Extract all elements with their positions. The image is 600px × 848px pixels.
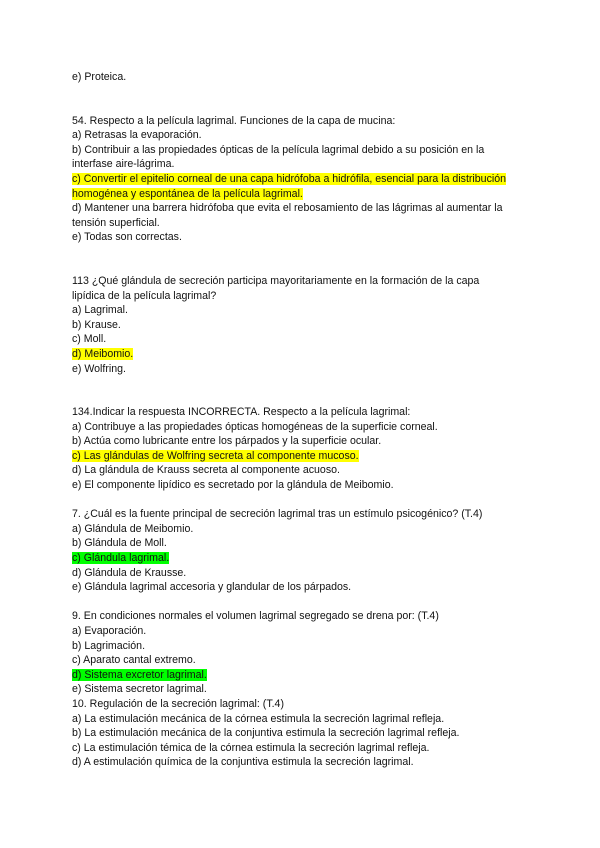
option-a: a) Lagrimal. <box>72 304 128 317</box>
option-c: c) Moll. <box>72 333 107 346</box>
question-54 <box>72 114 532 245</box>
question-text: 134.Indicar la respuesta INCORRECTA. Respecto a la película lagrimal: <box>72 406 411 419</box>
option-d-highlighted <box>72 347 532 362</box>
option-a: a) Retrasas la evaporación. <box>72 129 202 142</box>
highlight-yellow: homogénea y espontánea de la película lagrimal. <box>72 187 303 200</box>
option-d: d) La glándula de Krauss secreta al componente acuoso. <box>72 464 340 477</box>
option-b: b) Actúa como lubricante entre los párpados y la superficie ocular. <box>72 435 382 448</box>
option-c-highlighted <box>72 172 532 187</box>
highlight-green: c) Glándula lagrimal. <box>72 552 170 565</box>
question-134 <box>72 405 532 493</box>
option-d: d) Mantener una barrera hidrófoba que evita el rebosamiento de las lágrimas al aumentar la <box>72 202 503 215</box>
question-10 <box>72 697 532 770</box>
question-113 <box>72 274 532 376</box>
highlight-yellow: c) Convertir el epitelio corneal de una capa hidrófoba a hidrófila, esencial para la distribución <box>72 172 507 185</box>
option-b: b) Contribuir a las propiedades ópticas de la película lagrimal debido a su posición en la <box>72 143 485 156</box>
option-e: e) Sistema secretor lagrimal. <box>72 683 207 696</box>
option-b-continued: interfase aire-lágrima. <box>72 158 175 171</box>
option-b: b) Lagrimación. <box>72 639 146 652</box>
highlight-green: d) Sistema excretor lagrimal. <box>72 668 207 681</box>
option-c: c) Aparato cantal extremo. <box>72 654 196 667</box>
question-text-continued: lipídica de la película lagrimal? <box>72 289 217 302</box>
option-d-highlighted <box>72 668 532 683</box>
option-a: a) La estimulación mecánica de la córnea estimula la secreción lagrimal refleja. <box>72 712 445 725</box>
highlight-yellow: c) Las glándulas de Wolfring secreta al componente mucoso. <box>72 449 359 462</box>
option-d: d) A estimulación química de la conjuntiva estimula la secreción lagrimal. <box>72 756 414 769</box>
option-e: e) Wolfring. <box>72 362 126 375</box>
option-d: d) Glándula de Krausse. <box>72 566 187 579</box>
option-e: e) Glándula lagrimal accesoria y glandular de los párpados. <box>72 581 352 594</box>
option-a: a) Glándula de Meibomio. <box>72 522 194 535</box>
option-c-highlighted-continued <box>72 187 532 202</box>
document-page <box>72 70 532 770</box>
option-e: e) Todas son correctas. <box>72 231 182 244</box>
question-text: 113 ¿Qué glándula de secreción participa mayoritariamente en la formación de la capa <box>72 274 480 287</box>
option-d-continued: tensión superficial. <box>72 216 160 229</box>
question-9 <box>72 609 532 697</box>
option-a: a) Evaporación. <box>72 625 147 637</box>
option-b: b) Krause. <box>72 318 121 331</box>
question-7 <box>72 507 532 595</box>
question-text: 7. ¿Cuál es la fuente principal de secreción lagrimal tras un estímulo psicogénico? (T.4) <box>72 508 483 521</box>
option-c: c) La estimulación témica de la córnea estimula la secreción lagrimal refleja. <box>72 741 430 754</box>
option-a: a) Contribuye a las propiedades ópticas homogéneas de la superficie corneal. <box>72 420 438 433</box>
option-e: e) El componente lipídico es secretado por la glándula de Meibomio. <box>72 479 394 492</box>
question-text: 54. Respecto a la película lagrimal. Funciones de la capa de mucina: <box>72 114 396 127</box>
highlight-yellow: d) Meibomio. <box>72 347 134 360</box>
question-text: 10. Regulación de la secreción lagrimal: (T.4) <box>72 697 284 710</box>
option-b: b) La estimulación mecánica de la conjuntiva estimula la secreción lagrimal refleja. <box>72 727 460 740</box>
option-c-highlighted <box>72 551 532 566</box>
intro-option-e: e) Proteica. <box>72 71 127 83</box>
question-text: 9. En condiciones normales el volumen lagrimal segregado se drena por: (T.4) <box>72 610 439 623</box>
option-c-highlighted <box>72 449 532 464</box>
option-b: b) Glándula de Moll. <box>72 537 167 550</box>
